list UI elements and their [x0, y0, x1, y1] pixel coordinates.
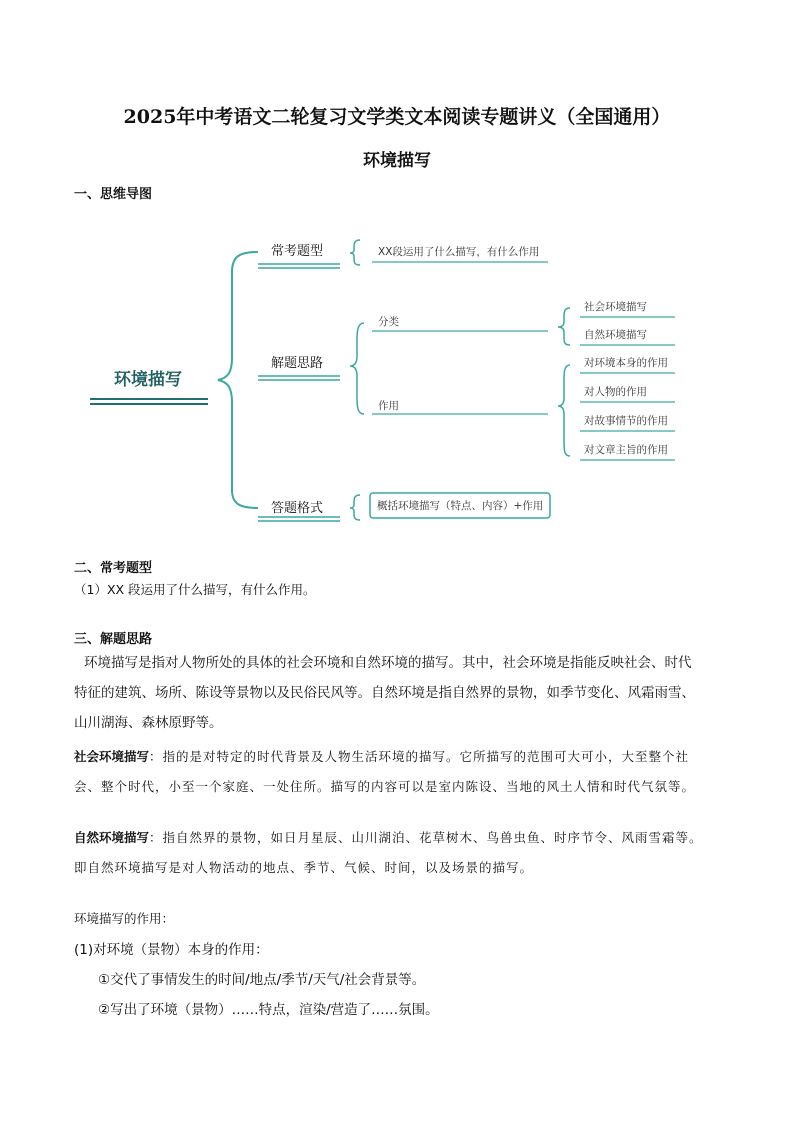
- mindmap-branch-1: 常考题型: [271, 244, 324, 259]
- effect-item: ②写出了环境（景物）……特点，渲染/营造了……氛围。: [98, 1002, 439, 1018]
- mindmap-branch-2: 解题思路: [271, 356, 324, 371]
- section-heading-mindmap: 一、思维导图: [74, 187, 153, 202]
- natural-env-label: 自然环境描写: [74, 830, 150, 845]
- mindmap-effect: 作用: [378, 400, 399, 412]
- paragraph-line: 山川湖海、森林原野等。: [74, 715, 223, 731]
- paragraph-line: 特征的建筑、场所、陈设等景物以及民俗民风等。自然环境是指自然界的景物，如季节变化、风霜雨雪、: [74, 685, 695, 701]
- social-env-line: [74, 746, 689, 765]
- section-heading-question-types: 二、常考题型: [74, 561, 153, 576]
- brace-branch3: [350, 495, 360, 520]
- mindmap-root: 环境描写: [114, 370, 182, 390]
- section-heading-approach: 三、解题思路: [74, 632, 153, 647]
- main-bracket: [218, 252, 258, 508]
- natural-env-text-2: 即自然环境描写是对人物活动的地点、季节、气候、时间，以及场景的描写。: [74, 860, 534, 875]
- mindmap-effect-item: 对人物的作用: [584, 386, 647, 398]
- brace-effect: [558, 365, 570, 456]
- effect-item: ①交代了事情发生的时间/地点/季节/天气/社会背景等。: [98, 972, 426, 988]
- mindmap-diagram: [0, 0, 794, 560]
- document-subtitle: 环境描写: [363, 151, 431, 171]
- brace-branch2: [350, 323, 364, 414]
- paragraph-line: 环境描写是指对人物所处的具体的社会环境和自然环境的描写。其中，社会环境是指能反映社会、时代: [84, 655, 692, 671]
- document-title: 2025年中考语文二轮复习文学类文本阅读专题讲义（全国通用）: [123, 106, 671, 128]
- mindmap-effect-item: 对故事情节的作用: [584, 415, 668, 427]
- mindmap-branch-3-leaf: 概括环境描写（特点、内容）+作用: [377, 500, 544, 512]
- brace-branch1: [350, 240, 360, 265]
- mindmap-classify-item: 自然环境描写: [584, 329, 647, 341]
- question-type-1: （1）XX 段运用了什么描写，有什么作用。: [74, 582, 316, 597]
- natural-env-line: [74, 827, 703, 846]
- social-env-label: 社会环境描写: [74, 749, 150, 764]
- mindmap-classify: 分类: [378, 316, 399, 328]
- brace-classify: [558, 308, 570, 345]
- effect-title: 环境描写的作用：: [74, 911, 175, 926]
- mindmap-effect-item: 对环境本身的作用: [584, 357, 668, 369]
- mindmap-branch-3: 答题格式: [271, 501, 324, 516]
- mindmap-effect-item: 对文章主旨的作用: [584, 444, 668, 456]
- social-env-text: ：指的是对特定的时代背景及人物生活环境的描写。它所描写的范围可大可小，大至整个社: [149, 749, 690, 764]
- effect-subheading: (1)对环境（景物）本身的作用：: [74, 942, 269, 958]
- natural-env-text: ：指自然界的景物，如日月星辰、山川湖泊、花草树木、鸟兽虫鱼、时序节令、风雨雪霜等。: [149, 830, 703, 845]
- social-env-text-2: 会、整个时代，小至一个家庭、一处住所。描写的内容可以是室内陈设、当地的风土人情和时代气氛等。: [74, 779, 696, 794]
- mindmap-classify-item: 社会环境描写: [584, 301, 647, 313]
- mindmap-branch-1-leaf: XX段运用了什么描写，有什么作用: [378, 246, 540, 258]
